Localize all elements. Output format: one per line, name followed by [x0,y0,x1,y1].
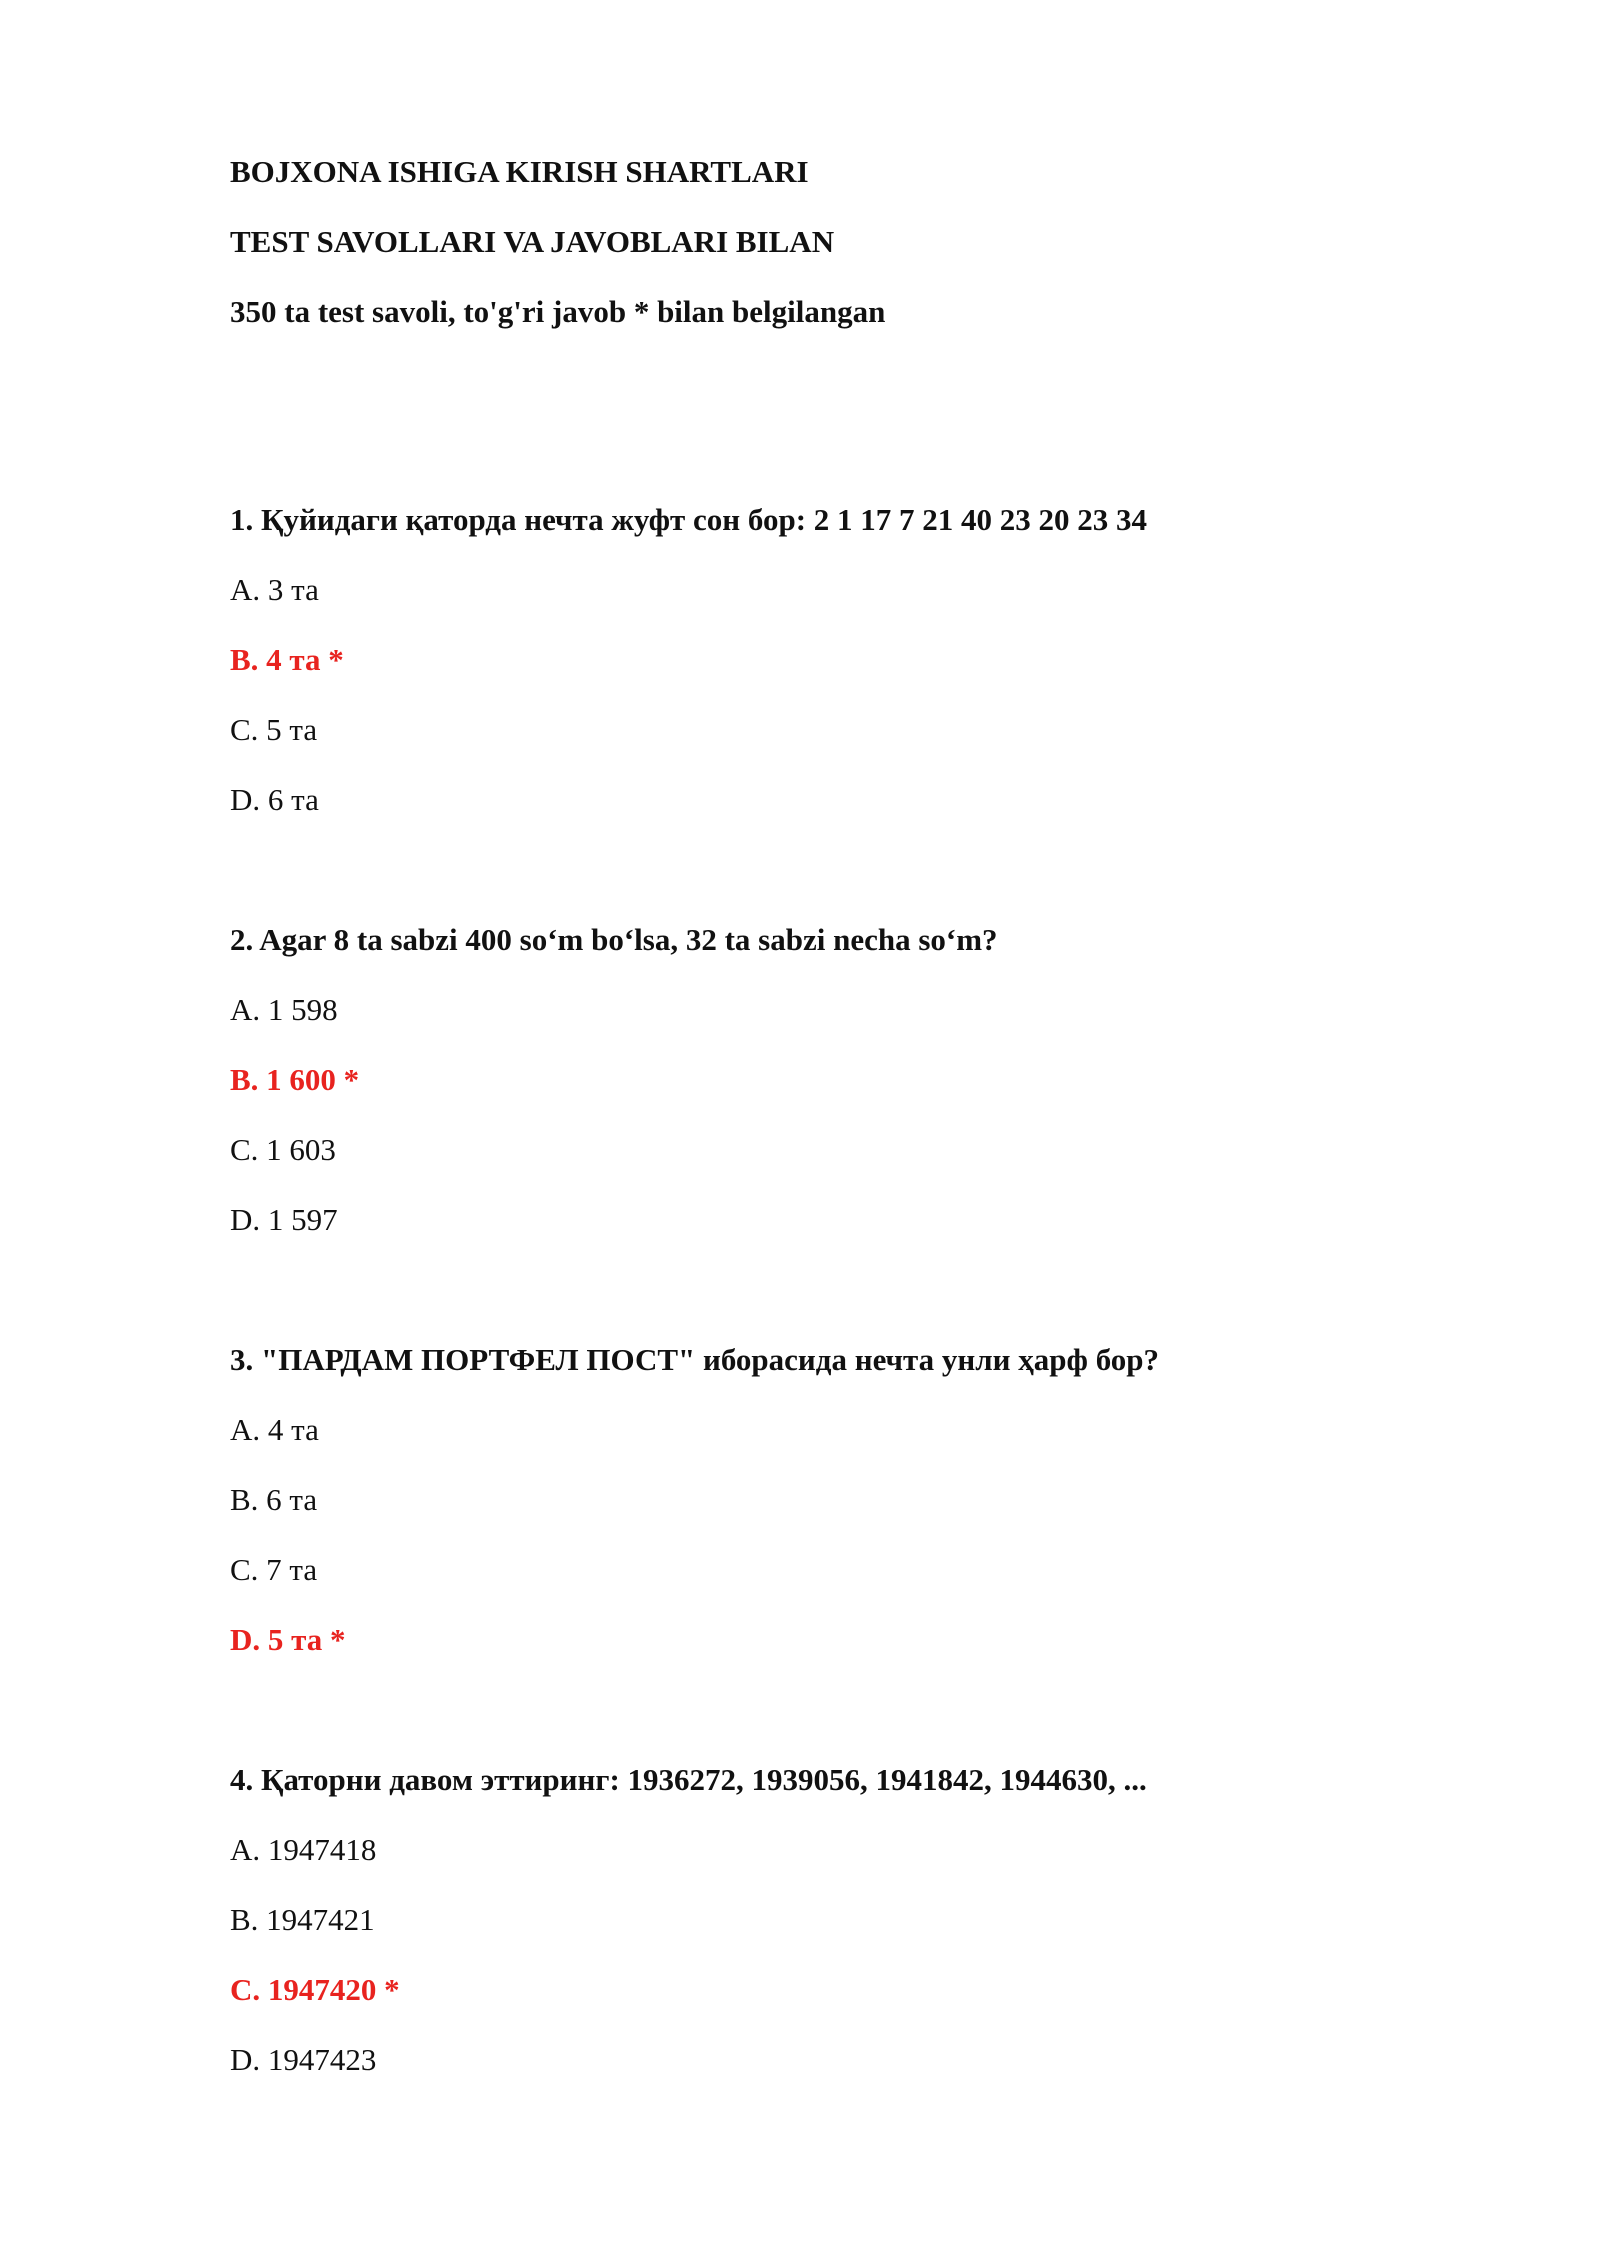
answer-option: D. 1 597 [230,1202,338,1237]
answer-option: B. 1947421 [230,1902,375,1937]
answer-option: C. 5 та [230,712,318,747]
answer-option-correct: B. 1 600 * [230,1062,360,1097]
document-description: 350 ta test savoli, to'g'ri javob * bilan belgilangan [230,294,886,329]
answer-option-correct: C. 1947420 * [230,1972,400,2007]
document-subtitle: TEST SAVOLLARI VA JAVOBLARI BILAN [230,224,835,259]
answer-option: C. 7 та [230,1552,318,1587]
document-title: BOJXONA ISHIGA KIRISH SHARTLARI [230,154,809,189]
answer-option: A. 1947418 [230,1832,377,1867]
answer-option: A. 3 та [230,572,319,607]
answer-option-correct: B. 4 та * [230,642,344,677]
answer-option-correct: D. 5 та * [230,1622,346,1657]
question-text: 3. "ПАРДАМ ПОРТФЕЛ ПОСТ" иборасида нечта унли ҳарф бор? [230,1342,1160,1377]
answer-option: A. 4 та [230,1412,319,1447]
answer-option: B. 6 та [230,1482,318,1517]
question-text: 2. Agar 8 ta sabzi 400 so‘m bo‘lsa, 32 ta sabzi necha so‘m? [230,922,998,957]
question-text: 1. Қуйидаги қаторда нечта жуфт сон бор: 2 1 17 7 21 40 23 20 23 34 [230,502,1148,537]
answer-option: D. 1947423 [230,2042,377,2077]
answer-option: D. 6 та [230,782,319,817]
answer-option: A. 1 598 [230,992,338,1027]
question-text: 4. Қаторни давом эттиринг: 1936272, 1939056, 1941842, 1944630, ... [230,1762,1147,1797]
answer-option: C. 1 603 [230,1132,336,1167]
